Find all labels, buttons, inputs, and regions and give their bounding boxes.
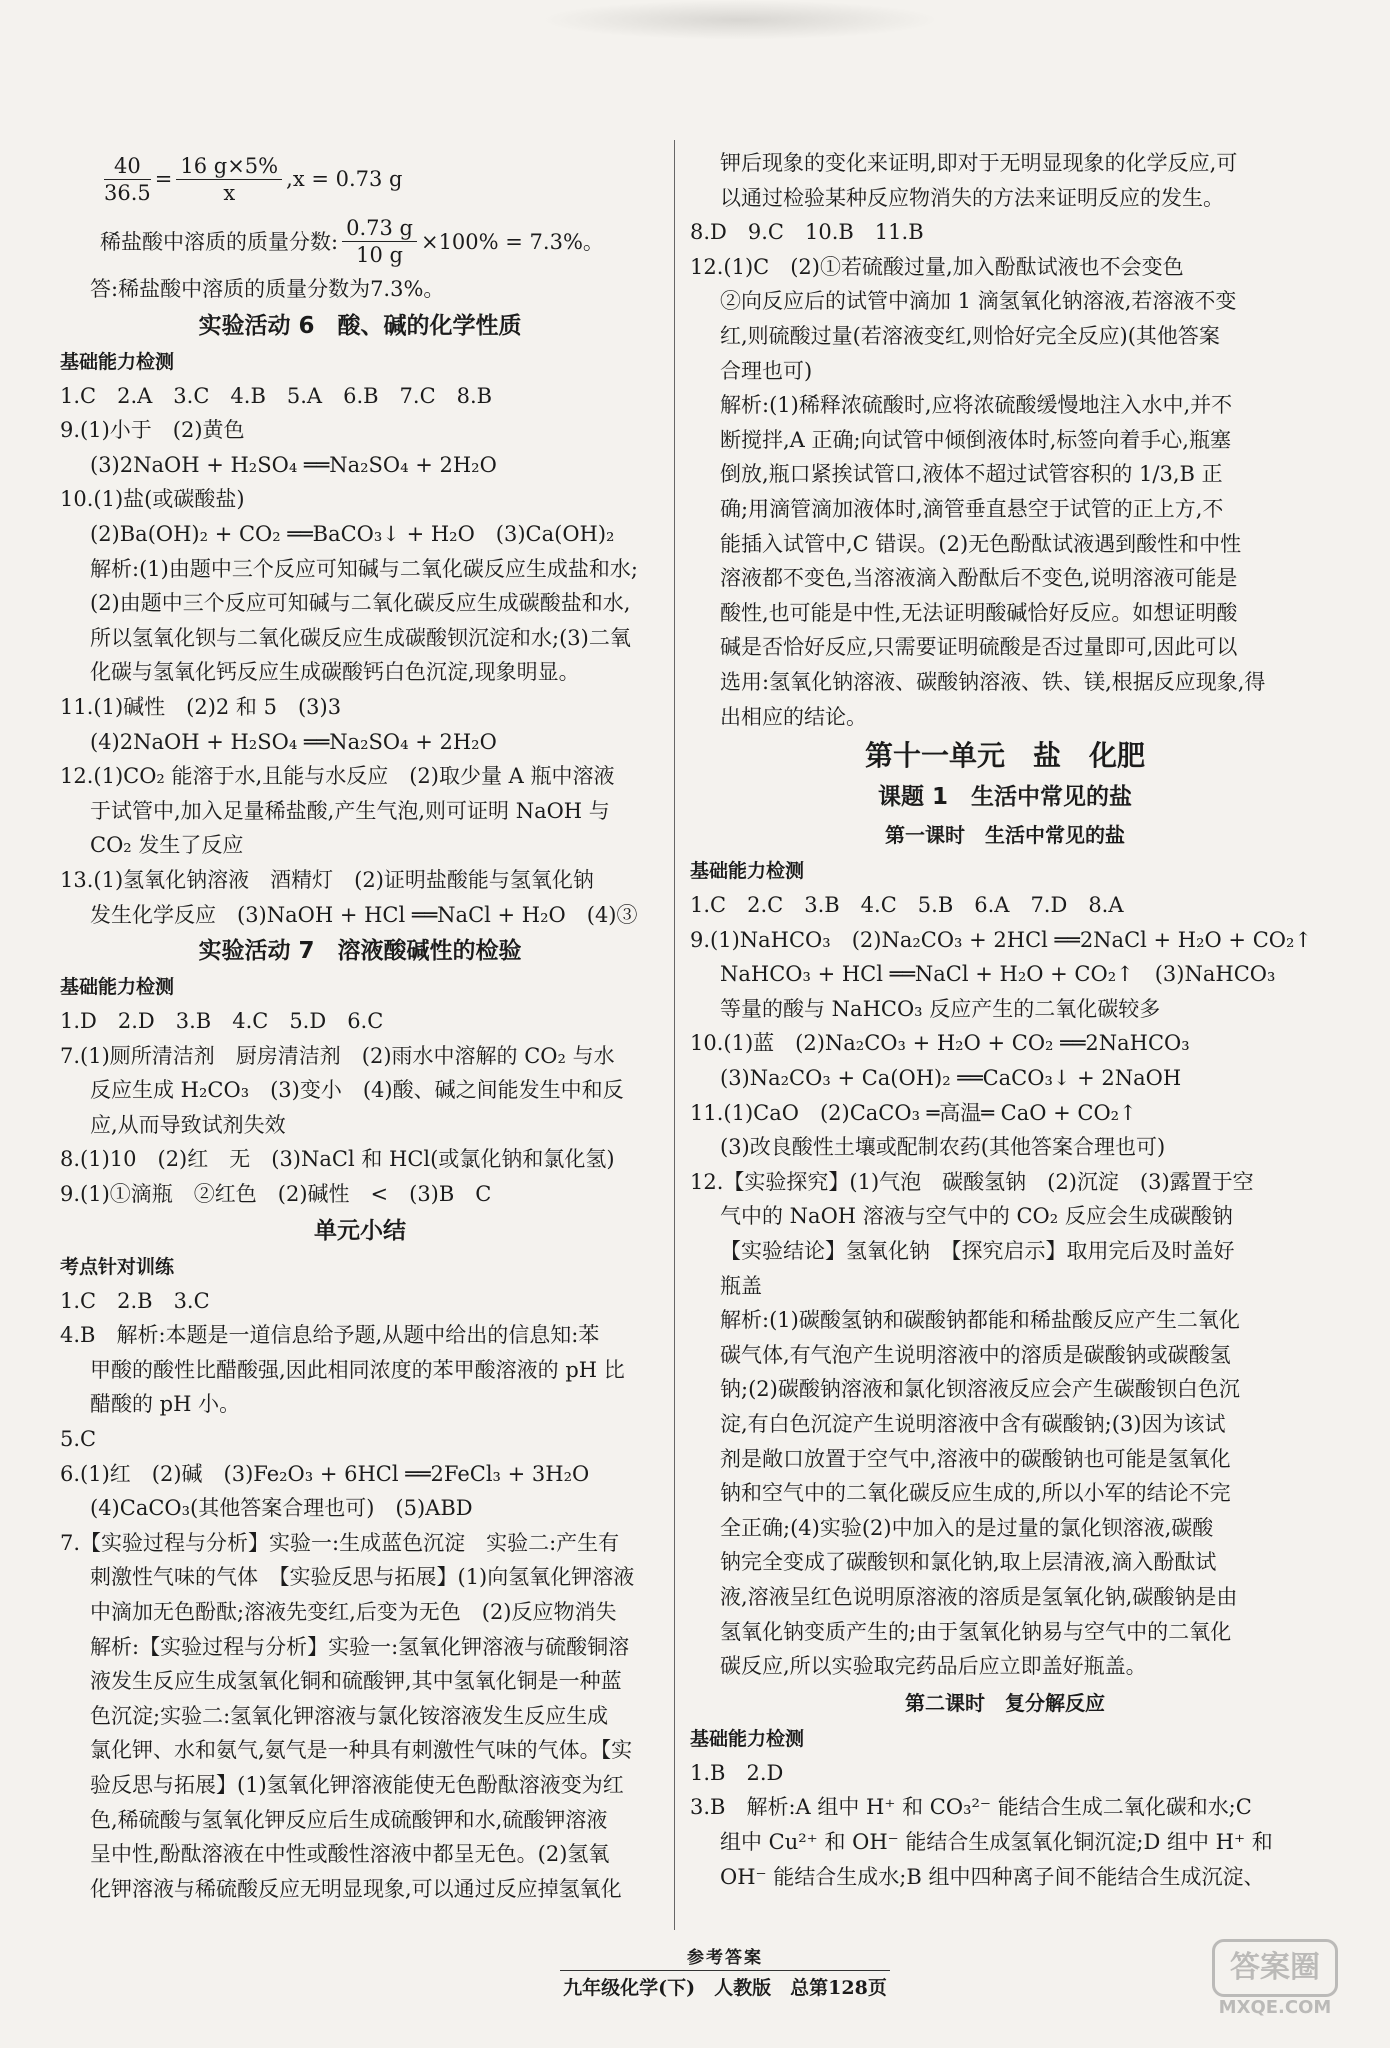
answer-line: 合理也可) [720, 358, 813, 383]
answer-line: 氯化钾、水和氨气,氨气是一种具有刺激性气味的气体。【实 [90, 1738, 633, 1763]
answer-line: 1.B 2.D [690, 1760, 784, 1785]
answer-line: 【实验结论】氢氧化钠 【探究启示】取用完后及时盖好 [720, 1239, 1235, 1264]
formula-proportion: $\frac{40}{36.5}$ = $\frac{16 g\times 5\%}{x}$ ,x = 0.73 g [104, 153, 403, 205]
answer-line: 5.C [60, 1427, 97, 1452]
answer-line: 出相应的结论。 [720, 704, 867, 729]
answer-line: 9.(1)①滴瓶 ②红色 (2)碱性 < (3)B C [60, 1182, 492, 1207]
answer-line: 1.C 2.B 3.C [60, 1288, 210, 1313]
answer-line: (4)2NaOH + H₂SO₄ ══Na₂SO₄ + 2H₂O [90, 729, 497, 754]
fraction: $\frac{40}{36.5}$ [104, 153, 151, 205]
answer-line: 所以氢氧化钡与二氧化碳反应生成碳酸钡沉淀和水;(3)二氧 [90, 625, 631, 650]
answer-line: 瓶盖 [720, 1273, 762, 1298]
footer-label: 参考答案 [560, 1943, 890, 1971]
answer-line: 1.C 2.A 3.C 4.B 5.A 6.B 7.C 8.B [60, 383, 493, 408]
answer-line: 10.(1)蓝 (2)Na₂CO₃ + H₂O + CO₂ ══2NaHCO₃ [690, 1031, 1190, 1056]
section-title: 实验活动 7 溶液酸碱性的检验 [198, 938, 522, 965]
answer-line: 确;用滴管滴加液体时,滴管垂直悬空于试管的正上方,不 [720, 496, 1224, 521]
answer-block [60, 1284, 660, 1907]
answer-line: 8.D 9.C 10.B 11.B [690, 220, 924, 245]
answer-line: 淀,有白色沉淀产生说明溶液中含有碳酸钠;(3)因为该试 [720, 1412, 1226, 1436]
answer-line: 于试管中,加入足量稀盐酸,产生气泡,则可证明 NaOH 与 [90, 798, 610, 823]
answer-line: 甲酸的酸性比醋酸强,因此相同浓度的苯甲酸溶液的 pH 比 [90, 1357, 625, 1382]
right-column [690, 146, 1320, 1894]
answer-line: 钠和空气中的二氧化碳反应生成的,所以小军的结论不完 [720, 1481, 1231, 1506]
formula-mass-fraction: 稀盐酸中溶质的质量分数: $\frac{0.73 g}{10 g}$ ×100% = 7.3%。 [100, 215, 604, 267]
answer-line: 色沉淀;实验二:氢氧化钾溶液与氯化铵溶液发生反应生成 [90, 1703, 609, 1728]
answer-line: 11.(1)碱性 (2)2 和 5 (3)3 [60, 694, 342, 719]
footer-info: 九年级化学(下) 人教版 总第128页 [563, 1977, 887, 1999]
section-heading: 考点针对训练 [60, 1255, 175, 1278]
answer-line: 醋酸的 pH 小。 [90, 1392, 241, 1417]
answer-line: 4.B 解析:本题是一道信息给予题,从题中给出的信息知:苯 [60, 1323, 600, 1348]
answer-line: 以通过检验某种反应物消失的方法来证明反应的发生。 [720, 185, 1224, 210]
answer-line: 化钾溶液与稀硫酸反应无明显现象,可以通过反应掉氢氧化 [90, 1876, 622, 1901]
answer-line: (3)Na₂CO₃ + Ca(OH)₂ ══CaCO₃↓ + 2NaOH [720, 1066, 1182, 1091]
answer-line: 气中的 NaOH 溶液与空气中的 CO₂ 反应会生成碳酸钠 [720, 1204, 1233, 1229]
answer-line: 12.(1)C (2)①若硫酸过量,加入酚酞试液也不会变色 [690, 254, 1184, 279]
answer-block [60, 379, 660, 933]
answer-line: 解析:(1)由题中三个反应可知碱与二氧化碳反应生成盐和水; [90, 556, 638, 581]
answer-line: 酸性,也可能是中性,无法证明酸碱恰好反应。如想证明酸 [720, 600, 1238, 625]
answer-line: 钾后现象的变化来证明,即对于无明显现象的化学反应,可 [720, 151, 1238, 175]
answer-line: 碳反应,所以实验取完药品后应立即盖好瓶盖。 [720, 1654, 1147, 1679]
answer-line: 7.【实验过程与分析】实验一:生成蓝色沉淀 实验二:产生有 [60, 1530, 620, 1555]
lesson-title: 课题 1 生活中常见的盐 [877, 784, 1132, 811]
page-footer [560, 1943, 890, 2000]
period-title: 第一课时 生活中常见的盐 [885, 823, 1125, 848]
answer-line: 3.B 解析:A 组中 H⁺ 和 CO₃²⁻ 能结合生成二氧化碳和水;C [690, 1795, 1252, 1820]
answer-line: 全正确;(4)实验(2)中加入的是过量的氯化钡溶液,碳酸 [720, 1515, 1214, 1540]
answer-line: 发生化学反应 (3)NaOH + HCl ══NaCl + H₂O (4)③ [90, 902, 638, 927]
answer-line: 倒放,瓶口紧挨试管口,液体不超过试管容积的 1/3,B 正 [720, 462, 1223, 487]
answer-line: 碱是否恰好反应,只需要证明硫酸是否过量即可,因此可以 [720, 635, 1238, 660]
answer-line: 1.D 2.D 3.B 4.C 5.D 6.C [60, 1009, 384, 1034]
answer-block [690, 146, 1320, 734]
section-title: 实验活动 6 酸、碱的化学性质 [198, 312, 522, 339]
answer-line: (2)由题中三个反应可知碱与二氧化碳反应生成碳酸盐和水, [90, 591, 631, 616]
answer-line: 钠完全变成了碳酸钡和氯化钠,取上层清液,滴入酚酞试 [720, 1550, 1217, 1575]
answer-line: 等量的酸与 NaHCO₃ 反应产生的二氧化碳较多 [720, 996, 1161, 1021]
answer-block [60, 1004, 660, 1212]
answer-line: (3)改良酸性土壤或配制农药(其他答案合理也可) [720, 1135, 1166, 1160]
answer-line: 8.(1)10 (2)红 无 (3)NaCl 和 HCl(或氯化钠和氯化氢) [60, 1147, 615, 1172]
section-heading: 基础能力检测 [690, 1727, 805, 1750]
answer-line: 红,则硫酸过量(若溶液变红,则恰好完全反应)(其他答案 [720, 323, 1220, 348]
watermark-logo [1200, 1939, 1350, 2018]
fraction: $\frac{16 g\times 5\%}{x}$ [176, 153, 282, 206]
answer-line: 碳气体,有气泡产生说明溶液中的溶质是碳酸钠或碳酸氢 [720, 1342, 1231, 1367]
answer-line: 呈中性,酚酞溶液在中性或酸性溶液中都呈无色。(2)氢氧 [90, 1842, 610, 1867]
scan-smudge [540, 0, 940, 40]
answer-line: 12.【实验探究】(1)气泡 碳酸氢钠 (2)沉淀 (3)露置于空 [690, 1169, 1254, 1194]
answer-line: 溶液都不变色,当溶液滴入酚酞后不变色,说明溶液可能是 [720, 566, 1238, 591]
answer-line: 选用:氢氧化钠溶液、碳酸钠溶液、铁、镁,根据反应现象,得 [720, 669, 1266, 694]
answer-line: 色,稀硫酸与氢氧化钾反应后生成硫酸钾和水,硫酸钾溶液 [90, 1807, 608, 1832]
answer-line: 13.(1)氢氧化钠溶液 酒精灯 (2)证明盐酸能与氢氧化钠 [60, 867, 594, 892]
answer-line: 刺激性气味的气体 【实验反思与拓展】(1)向氢氧化钾溶液 [90, 1565, 635, 1590]
left-column [60, 148, 660, 1906]
answer-line: 9.(1)小于 (2)黄色 [60, 418, 245, 443]
answer-line: OH⁻ 能结合生成水;B 组中四种离子间不能结合生成沉淀、 [720, 1864, 1265, 1889]
answer-line: ②向反应后的试管中滴加 1 滴氢氧化钠溶液,若溶液不变 [720, 289, 1237, 314]
answer-line: 化碳与氢氧化钙反应生成碳酸钙白色沉淀,现象明显。 [90, 660, 580, 685]
answer-line: 9.(1)NaHCO₃ (2)Na₂CO₃ + 2HCl ══2NaCl + H₂O + CO₂↑ [690, 927, 1313, 952]
answer-line: 剂是敞口放置于空气中,溶液中的碳酸钠也可能是氢氧化 [720, 1446, 1231, 1471]
answer-line: 12.(1)CO₂ 能溶于水,且能与水反应 (2)取少量 A 瓶中溶液 [60, 764, 615, 789]
unit-title: 第十一单元 盐 化肥 [864, 739, 1145, 773]
answer-line: 液发生反应生成氢氧化铜和硫酸钾,其中氢氧化铜是一种蓝 [90, 1669, 622, 1694]
section-heading: 基础能力检测 [60, 976, 175, 999]
answer-line: 组中 Cu²⁺ 和 OH⁻ 能结合生成氢氧化铜沉淀;D 组中 H⁺ 和 [720, 1829, 1273, 1854]
answer-block [690, 888, 1320, 1684]
answer-line: (4)CaCO₃(其他答案合理也可) (5)ABD [90, 1496, 473, 1521]
answer-line: 解析:【实验过程与分析】实验一:氢氧化钾溶液与硫酸铜溶 [90, 1634, 630, 1659]
answer-line: 能插入试管中,C 错误。(2)无色酚酞试液遇到酸性和中性 [720, 531, 1242, 556]
answer-line: 解析:(1)稀释浓硫酸时,应将浓硫酸缓慢地注入水中,并不 [720, 393, 1233, 418]
watermark-url: MXQE.COM [1218, 1997, 1332, 2018]
answer-line: 反应生成 H₂CO₃ (3)变小 (4)酸、碱之间能发生中和反 [90, 1078, 624, 1103]
answer-line: 氢氧化钠变质产生的;由于氢氧化钠易与空气中的二氧化 [720, 1619, 1232, 1644]
section-heading: 基础能力检测 [60, 350, 175, 373]
answer-line: 答:稀盐酸中溶质的质量分数为7.3%。 [90, 277, 445, 301]
answer-line: 中滴加无色酚酞;溶液先变红,后变为无色 (2)反应物消失 [90, 1600, 617, 1624]
section-title: 单元小结 [314, 1217, 406, 1244]
answer-line: (3)2NaOH + H₂SO₄ ══Na₂SO₄ + 2H₂O [90, 452, 497, 477]
answer-line: 10.(1)盐(或碳酸盐) [60, 487, 245, 512]
answer-line: 断搅拌,A 正确;向试管中倾倒液体时,标签向着手心,瓶塞 [720, 427, 1231, 452]
answer-line: NaHCO₃ + HCl ══NaCl + H₂O + CO₂↑ (3)NaHCO₃ [720, 962, 1276, 987]
section-heading: 基础能力检测 [690, 860, 805, 883]
answer-line: (2)Ba(OH)₂ + CO₂ ══BaCO₃↓ + H₂O (3)Ca(OH)₂ [90, 521, 615, 546]
answer-line: CO₂ 发生了反应 [90, 833, 244, 858]
answer-line: 7.(1)厕所清洁剂 厨房清洁剂 (2)雨水中溶解的 CO₂ 与水 [60, 1043, 615, 1068]
period-title: 第二课时 复分解反应 [905, 1690, 1105, 1715]
watermark-badge: 答案圈 [1212, 1939, 1338, 1997]
answer-line: 验反思与拓展】(1)氢氧化钾溶液能使无色酚酞溶液变为红 [90, 1772, 624, 1797]
answer-block [690, 1756, 1320, 1894]
answer-line: 1.C 2.C 3.B 4.C 5.B 6.A 7.D 8.A [690, 893, 1124, 918]
answer-line: 钠;(2)碳酸钠溶液和氯化钡溶液反应会产生碳酸钡白色沉 [720, 1377, 1240, 1402]
answer-line: 液,溶液呈红色说明原溶液的溶质是氢氧化钠,碳酸钠是由 [720, 1584, 1238, 1609]
answer-line: 6.(1)红 (2)碱 (3)Fe₂O₃ + 6HCl ══2FeCl₃ + 3H₂O [60, 1461, 590, 1486]
fraction: $\frac{0.73 g}{10 g}$ [342, 215, 417, 268]
answer-line: 11.(1)CaO (2)CaCO₃ ═高温═ CaO + CO₂↑ [690, 1100, 1137, 1125]
answer-line: 应,从而导致试剂失效 [90, 1112, 286, 1137]
column-divider [674, 140, 675, 1930]
answer-line: 解析:(1)碳酸氢钠和碳酸钠都能和稀盐酸反应产生二氧化 [720, 1308, 1240, 1333]
